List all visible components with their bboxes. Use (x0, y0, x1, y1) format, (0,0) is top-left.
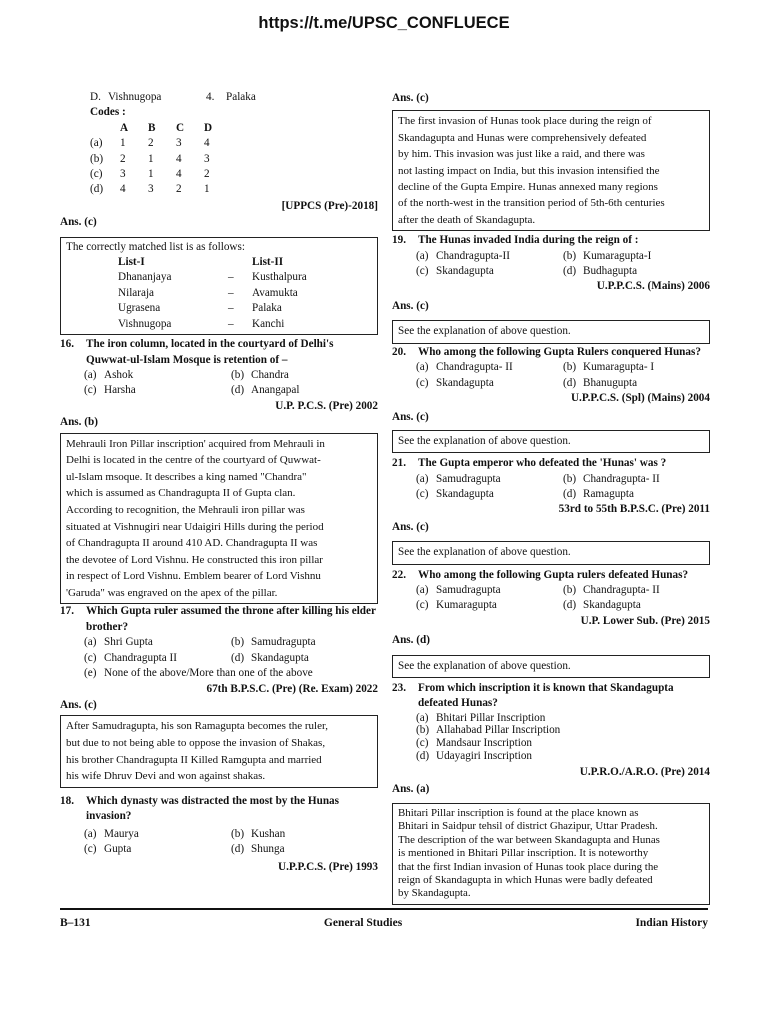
question-21: 21. The Gupta emperor who defeated the 'Hunas' was ? (392, 457, 667, 470)
answer-label: Ans. (c) (392, 299, 429, 312)
options: (a) Ashok (b) Chandra (c) Harsha (d) Anangapal (84, 368, 300, 397)
page-number: B–131 (60, 917, 91, 929)
list-item: Ugrasena – Palaka (118, 302, 282, 315)
explanation-box: Mehrauli Iron Pillar inscription' acquired from Mehrauli in Delhi is located in the centre of the courtyard of Quwwat- ul-Islam msoque. It describes a king named "Chandra" which is assumed as Chandragupta II of Gupta clan. According to recognition, the Mehrauli iron pillar was situated at Vishnugiri near Udaigiri Hills during the period of Chandragupta II around 410 AD. Chandragupta II was the devotee of Lord Vishnu. He constructed this iron pillar in respect of Lord Vishnu. Emblem bearer of Lord Vishnu 'Garuda" was engraved on the apex of the pillar. (60, 433, 378, 605)
explanation-box: See the explanation of above question. (392, 541, 710, 564)
answer-label: Ans. (d) (392, 634, 430, 647)
options: (a) Chandragupta-II (b) Kumaragupta-I (c) Skandagupta (d) Budhagupta (416, 249, 652, 278)
question-source: U.P.P.C.S. (Spl) (Mains) 2004 (570, 391, 710, 404)
codes-header: A B C D (120, 121, 213, 134)
options: (a) Samudragupta (b) Chandragupta- II (c) Skandagupta (d) Ramagupta (416, 472, 660, 500)
question-18: 18. Which dynasty was distracted the most by the Hunas invasion? (60, 794, 339, 823)
left-column (60, 90, 378, 876)
codes-row: (b) 2 1 4 3 (90, 152, 210, 165)
options: (a) Shri Gupta (b) Samudragupta (c) Chandragupta II (d) Skandagupta (84, 636, 316, 664)
answer-label: Ans. (b) (60, 416, 98, 429)
question-17: 17. Which Gupta ruler assumed the throne after killing his elder brother? (60, 605, 376, 633)
codes-row: (c) 3 1 4 2 (90, 168, 210, 181)
options: (a) Maurya (b) Kushan (c) Gupta (d) Shunga (84, 827, 286, 855)
right-column (392, 90, 710, 905)
answer-label: Ans. (c) (60, 216, 97, 229)
answer-label: Ans. (c) (392, 520, 429, 533)
question-source: 53rd to 55th B.P.S.C. (Pre) 2011 (558, 503, 710, 516)
question-source: [UPPCS (Pre)-2018] (281, 199, 378, 212)
options: (a) Bhitari Pillar Inscription (b) Allahabad Pillar Inscription (c) Mandsaur Inscription (d) Udayagiri Inscription (416, 711, 561, 762)
explanation-box: The first invasion of Hunas took place during the reign of Skandagupta and Hunas were comprehensively defeated by him. This invasion was just like a raid, and there was not lasting impact on India, but this invasion intensified the decline of the Gupta Empire. Hunas annexed many regions of the north-west in the transition period of 5th-6th centuries after the death of Skandagupta. (392, 110, 710, 231)
answer-label: Ans. (a) (392, 782, 430, 795)
codes-row: (a) 1 2 3 4 (90, 137, 210, 150)
footer-section: Indian History (635, 917, 708, 929)
channel-url[interactable]: https://t.me/UPSC_CONFLUECE (258, 14, 510, 32)
explanation-box: See the explanation of above question. (392, 655, 710, 678)
explanation-box: Bhitari Pillar inscription is found at the place known as Bhitari in Saidpur tehsil of district Ghazipur, Uttar Pradesh. The description of the war between Skandagupta and Hunas is mentioned in Bhitari Pillar inscription. It is noteworthy that the first Indian invasion of Hunas took place during the reign of Skandagupta in which Hunas were badly defeated by Skandagupta. (392, 803, 710, 905)
codes-row: (d) 4 3 2 1 (90, 183, 210, 196)
question-20: 20. Who among the following Gupta Rulers conquered Hunas? (392, 345, 701, 358)
question-19: 19. The Hunas invaded India during the reign of : (392, 234, 639, 247)
question-source: 67th B.P.S.C. (Pre) (Re. Exam) 2022 (206, 682, 378, 695)
list-item: Vishnugopa – Kanchi (118, 317, 285, 330)
explanation-box: See the explanation of above question. (392, 430, 710, 453)
page-footer (60, 908, 708, 931)
matched-list-box: The correctly matched list is as follows: List-I List-II Dhananjaya – Kusthalpura Nilaraja – Avamukta Ugrasena – Palaka Vishnugopa – Kanchi (60, 237, 378, 335)
question-source: U.P.P.C.S. (Pre) 1993 (278, 861, 378, 874)
list-item: Dhananjaya – Kusthalpura (118, 271, 307, 284)
question-source: U.P. P.C.S. (Pre) 2002 (275, 399, 378, 412)
options: (a) Chandragupta- II (b) Kumaragupta- I (c) Skandagupta (d) Bhanugupta (416, 361, 655, 389)
explanation-box: After Samudragupta, his son Ramagupta becomes the ruler, but due to not being able to oppose the invasion of Shakas, his brother Chandragupta II Killed Ramgupta and married his wife Dhruv Devi and won against shakas. (60, 715, 378, 787)
explanation-box: See the explanation of above question. (392, 320, 710, 343)
question-23: 23. From which inscription it is known that Skandagupta defeated Hunas? (392, 682, 674, 710)
options: (a) Samudragupta (b) Chandragupta- II (c) Kumaragupta (d) Skandagupta (416, 583, 660, 612)
footer-subject: General Studies (323, 917, 403, 929)
question-source: U.P.P.C.S. (Mains) 2006 (596, 280, 710, 293)
list-item: Nilaraja – Avamukta (118, 286, 298, 299)
question-source: U.P. Lower Sub. (Pre) 2015 (580, 614, 710, 627)
codes-label: Codes : (90, 106, 126, 119)
prev-match-item: D. Vishnugopa 4. Palaka (90, 91, 256, 103)
answer-label: Ans. (c) (60, 698, 97, 711)
question-16: 16. The iron column, located in the courtyard of Delhi's Quwwat-ul-Islam Mosque is retention of – (60, 338, 334, 366)
option-e: (e) None of the above/More than one of the above (84, 667, 313, 680)
question-22: 22. Who among the following Gupta rulers defeated Hunas? (392, 568, 689, 581)
question-source: U.P.R.O./A.R.O. (Pre) 2014 (579, 766, 710, 779)
answer-label: Ans. (c) (392, 92, 429, 104)
answer-label: Ans. (c) (392, 411, 429, 424)
